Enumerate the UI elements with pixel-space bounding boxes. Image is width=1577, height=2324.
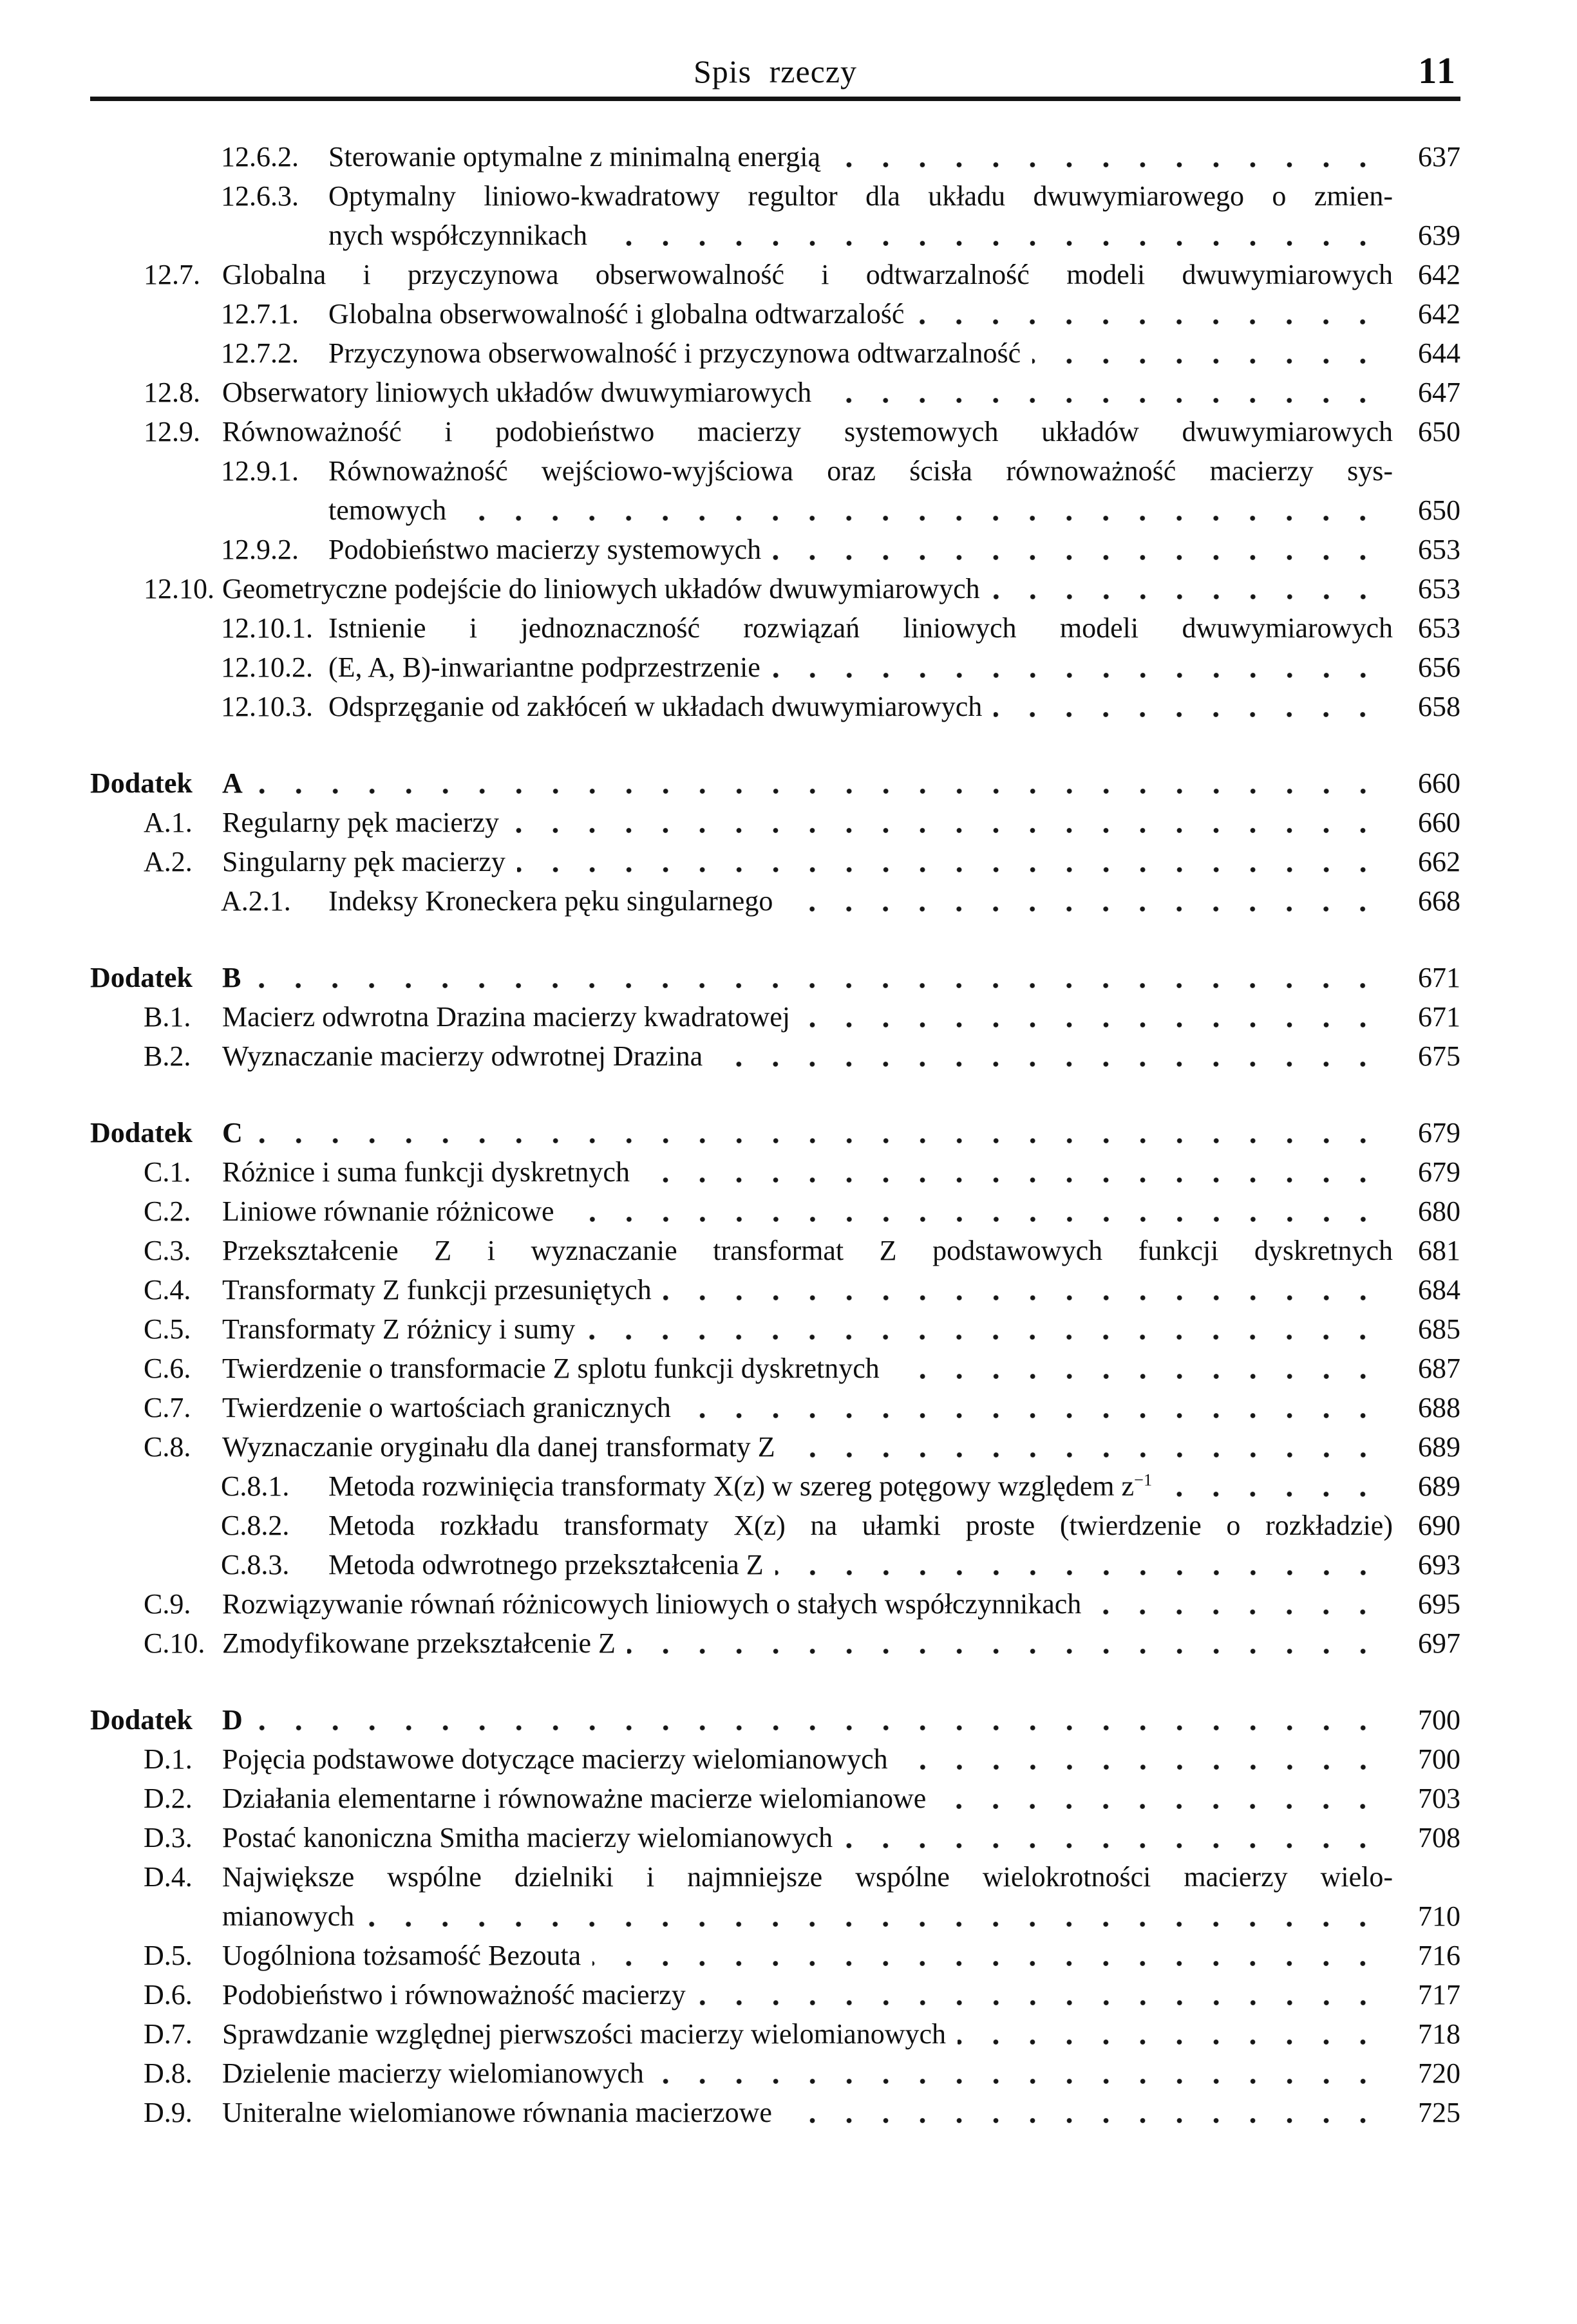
- entry-text: Pojęcia podstawowe dotyczące macierzy wielomianowych: [222, 1743, 888, 1775]
- entry-text: B: [222, 962, 241, 993]
- dot-leader: [592, 1936, 1385, 1975]
- toc-entry-row: [0, 1624, 1577, 1663]
- entry-number: D.4.: [144, 1861, 193, 1893]
- toc-entry-row: [0, 842, 1577, 881]
- entry-text: temowych: [328, 494, 447, 526]
- entry-text: Podobieństwo macierzy systemowych: [328, 534, 762, 565]
- toc-entry-row: [0, 1584, 1577, 1624]
- entry-number: 12.7.1.: [221, 298, 299, 330]
- entry-page-number: 650: [1418, 416, 1460, 447]
- entry-page-number: 679: [1418, 1156, 1460, 1188]
- toc-entry-row: [0, 569, 1577, 608]
- toc-entry-row: [0, 176, 1577, 216]
- entry-text: Postać kanoniczna Smitha macierzy wielomianowych: [222, 1822, 833, 1853]
- toc-entry-row: [0, 137, 1577, 176]
- entry-text: Zmodyfikowane przekształcenie Z: [222, 1627, 616, 1659]
- entry-page-number: 697: [1418, 1627, 1460, 1659]
- toc-entry-row: [0, 451, 1577, 491]
- entry-page-number: 688: [1418, 1392, 1460, 1423]
- entry-number: 12.8.: [144, 377, 200, 408]
- entry-text: Liniowe równanie różnicowe: [222, 1195, 554, 1227]
- entry-number: D.8.: [144, 2057, 193, 2089]
- entry-page-number: 710: [1418, 1900, 1460, 1932]
- dot-leader: [656, 2054, 1385, 2093]
- dot-leader: [566, 1192, 1385, 1231]
- entry-page-number: 675: [1418, 1040, 1460, 1072]
- entry-text: Transformaty Z różnicy i sumy: [222, 1313, 576, 1345]
- entry-text: Równoważność i podobieństwo macierzy systemowych układów dwuwymiarowych: [222, 416, 1393, 447]
- dot-leader: [1093, 1584, 1385, 1624]
- dot-leader: [938, 1779, 1385, 1818]
- entry-number: B.1.: [144, 1001, 191, 1033]
- toc-entry-row: [0, 1349, 1577, 1388]
- entry-text: mianowych: [222, 1900, 355, 1932]
- dot-leader: [517, 842, 1385, 881]
- toc-entry-row: [0, 1779, 1577, 1818]
- entry-page-number: 695: [1418, 1588, 1460, 1620]
- entry-text: Największe wspólne dzielniki i najmniejsze wspólne wielokrotności macierzy wielo-: [222, 1861, 1393, 1893]
- entry-text: Globalna obserwowalność i globalna odtwarzalość: [328, 298, 905, 330]
- entry-page-number: 680: [1418, 1195, 1460, 1227]
- entry-text: Istnienie i jednoznaczność rozwiązań liniowych modeli dwuwymiarowych: [328, 612, 1393, 644]
- entry-number: A.2.: [144, 846, 193, 877]
- entry-page-number: 718: [1418, 2018, 1460, 2050]
- dot-leader: [697, 1975, 1385, 2014]
- dot-leader: [772, 648, 1385, 687]
- toc-entry-row: [0, 1936, 1577, 1975]
- entry-text: Globalna i przyczynowa obserwowalność i odtwarzalność modeli dwuwymiarowych: [222, 259, 1393, 290]
- entry-page-number: 658: [1418, 691, 1460, 722]
- entry-page-number: 716: [1418, 1940, 1460, 1971]
- entry-text: A: [222, 767, 243, 799]
- entry-number: 12.10.3.: [221, 691, 313, 722]
- entry-text: Przyczynowa obserwowalność i przyczynowa odtwarzalność: [328, 337, 1021, 369]
- toc-entry-row: [0, 1192, 1577, 1231]
- entry-page-number: 671: [1418, 1001, 1460, 1033]
- entry-page-number: 653: [1418, 573, 1460, 604]
- dot-leader: [1164, 1467, 1385, 1506]
- entry-page-number: 693: [1418, 1549, 1460, 1580]
- header-rule: [90, 97, 1460, 101]
- toc-entry-row: [0, 881, 1577, 921]
- toc-entry-row: [0, 1113, 1577, 1152]
- entry-text: Wyznaczanie oryginału dla danej transformaty Z: [222, 1431, 775, 1463]
- dot-leader: [252, 958, 1385, 997]
- dot-leader: [844, 1818, 1385, 1857]
- entry-number: Dodatek: [90, 767, 193, 799]
- toc-entry-row: [0, 2014, 1577, 2054]
- entry-page-number: 689: [1418, 1431, 1460, 1463]
- entry-text: Twierdzenie o wartościach granicznych: [222, 1392, 671, 1423]
- entry-number: D.6.: [144, 1979, 193, 2010]
- toc-entry-row: [0, 1270, 1577, 1309]
- dot-leader: [784, 2093, 1385, 2132]
- entry-number: B.2.: [144, 1040, 191, 1072]
- entry-text: Uogólniona tożsamość Bezouta: [222, 1940, 581, 1971]
- entry-page-number: 662: [1418, 846, 1460, 877]
- entry-number: C.7.: [144, 1392, 191, 1423]
- dot-leader: [773, 530, 1385, 569]
- toc-entry-row: [0, 412, 1577, 451]
- toc-entry-row: [0, 1231, 1577, 1270]
- entry-page-number: 671: [1418, 962, 1460, 993]
- dot-leader: [683, 1388, 1385, 1427]
- dot-leader: [775, 1545, 1385, 1584]
- entry-text: Uniteralne wielomianowe równania macierzowe: [222, 2097, 772, 2128]
- entry-number: 12.10.1.: [221, 612, 313, 644]
- entry-number: 12.9.: [144, 416, 200, 447]
- entry-text: nych współczynnikach: [328, 220, 587, 251]
- entry-number: Dodatek: [90, 962, 193, 993]
- dot-leader: [823, 373, 1385, 412]
- entry-number: 12.7.: [144, 259, 200, 290]
- toc-entry-row: [0, 1545, 1577, 1584]
- entry-page-number: 725: [1418, 2097, 1460, 2128]
- entry-text: Indeksy Kroneckera pęku singularnego: [328, 885, 773, 917]
- entry-number: 12.6.3.: [221, 180, 299, 212]
- dot-leader: [832, 137, 1385, 176]
- toc-entry-row: [0, 333, 1577, 373]
- entry-page-number: 660: [1418, 767, 1460, 799]
- entry-number: C.8.1.: [221, 1470, 290, 1502]
- toc-entry-row: [0, 608, 1577, 648]
- entry-text: Sterowanie optymalne z minimalną energią: [328, 141, 821, 173]
- entry-number: C.2.: [144, 1195, 191, 1227]
- entry-page-number: 653: [1418, 534, 1460, 565]
- entry-number: D.1.: [144, 1743, 193, 1775]
- entry-text: Singularny pęk macierzy: [222, 846, 505, 877]
- entry-number: D.3.: [144, 1822, 193, 1853]
- entry-text: Twierdzenie o transformacie Z splotu funkcji dyskretnych: [222, 1353, 880, 1384]
- dot-leader: [254, 764, 1385, 803]
- entry-page-number: 708: [1418, 1822, 1460, 1853]
- entry-text: Regularny pęk macierzy: [222, 807, 500, 838]
- entry-text: Macierz odwrotna Drazina macierzy kwadratowej: [222, 1001, 790, 1033]
- entry-text: Działania elementarne i równoważne macierze wielomianowe: [222, 1783, 927, 1814]
- entry-number: 12.9.1.: [221, 455, 299, 487]
- entry-page-number: 700: [1418, 1743, 1460, 1775]
- dot-leader: [802, 997, 1385, 1036]
- entry-page-number: 668: [1418, 885, 1460, 917]
- entry-text: Dzielenie macierzy wielomianowych: [222, 2057, 644, 2089]
- toc-entry-row: [0, 255, 1577, 294]
- toc-entry-row: [0, 1467, 1577, 1506]
- entry-page-number: 653: [1418, 612, 1460, 644]
- dot-leader: [627, 1624, 1385, 1663]
- entry-text: Różnice i suma funkcji dyskretnych: [222, 1156, 630, 1188]
- entry-number: A.1.: [144, 807, 193, 838]
- entry-number: C.9.: [144, 1588, 191, 1620]
- entry-page-number: 656: [1418, 651, 1460, 683]
- entry-number: 12.10.: [144, 573, 214, 604]
- entry-page-number: 690: [1418, 1510, 1460, 1541]
- entry-page-number: 684: [1418, 1274, 1460, 1306]
- entry-text: (E, A, B)-inwariantne podprzestrzenie: [328, 651, 760, 683]
- entry-text: Optymalny liniowo-kwadratowy regultor dla układu dwuwymiarowego o zmien-: [328, 180, 1393, 212]
- entry-page-number: 703: [1418, 1783, 1460, 1814]
- entry-number: A.2.1.: [221, 885, 291, 917]
- entry-number: D.7.: [144, 2018, 193, 2050]
- entry-number: C.10.: [144, 1627, 205, 1659]
- dot-leader: [992, 569, 1385, 608]
- entry-page-number: 650: [1418, 494, 1460, 526]
- entry-number: C.8.: [144, 1431, 191, 1463]
- entry-number: C.3.: [144, 1235, 191, 1266]
- entry-number: C.1.: [144, 1156, 191, 1188]
- entry-text: Obserwatory liniowych układów dwuwymiarowych: [222, 377, 812, 408]
- toc-entry-row: [0, 687, 1577, 726]
- dot-leader: [900, 1739, 1385, 1779]
- entry-text: Geometryczne podejście do liniowych układów dwuwymiarowych: [222, 573, 980, 604]
- toc-entry-row: [0, 294, 1577, 333]
- entry-text: Odsprzęganie od zakłóceń w układach dwuwymiarowych: [328, 691, 983, 722]
- toc-entry-row: [0, 373, 1577, 412]
- toc-entry-row: [0, 1700, 1577, 1739]
- toc-entry-row: [0, 1506, 1577, 1545]
- page-title: Spis rzeczy: [693, 53, 858, 89]
- entry-page-number: 700: [1418, 1704, 1460, 1736]
- dot-leader: [599, 216, 1385, 255]
- entry-page-number: 685: [1418, 1313, 1460, 1345]
- toc-entry-row: [0, 491, 1577, 530]
- entry-number: 12.7.2.: [221, 337, 299, 369]
- entry-number: C.8.3.: [221, 1549, 290, 1580]
- dot-leader: [958, 2014, 1385, 2054]
- dot-leader: [994, 687, 1385, 726]
- entry-page-number: 689: [1418, 1470, 1460, 1502]
- entry-number: C.4.: [144, 1274, 191, 1306]
- entry-text: Wyznaczanie macierzy odwrotnej Drazina: [222, 1040, 703, 1072]
- entry-page-number: 660: [1418, 807, 1460, 838]
- dot-leader: [511, 803, 1385, 842]
- dot-leader: [254, 1700, 1385, 1739]
- entry-page-number: 647: [1418, 377, 1460, 408]
- toc-entry-row: [0, 1897, 1577, 1936]
- toc-entry-row: [0, 1975, 1577, 2014]
- toc-entry-row: [0, 1427, 1577, 1467]
- entry-text: Podobieństwo i równoważność macierzy: [222, 1979, 686, 2010]
- entry-text: Równoważność wejściowo-wyjściowa oraz ścisła równoważność macierzy sys-: [328, 455, 1393, 487]
- dot-leader: [1032, 333, 1385, 373]
- dot-leader: [254, 1113, 1385, 1152]
- entry-page-number: 642: [1418, 298, 1460, 330]
- entry-number: C.5.: [144, 1313, 191, 1345]
- toc-entry-row: [0, 1309, 1577, 1349]
- entry-number: D.9.: [144, 2097, 193, 2128]
- dot-leader: [787, 1427, 1385, 1467]
- toc-entry-row: [0, 997, 1577, 1036]
- toc-entry-row: [0, 1152, 1577, 1192]
- dot-leader: [641, 1152, 1385, 1192]
- dot-leader: [916, 294, 1385, 333]
- entry-number: C.6.: [144, 1353, 191, 1384]
- entry-number: 12.10.2.: [221, 651, 313, 683]
- dot-leader: [714, 1036, 1385, 1076]
- entry-page-number: 681: [1418, 1235, 1460, 1266]
- toc-entry-row: [0, 648, 1577, 687]
- entry-number: Dodatek: [90, 1704, 193, 1736]
- entry-page-number: 642: [1418, 259, 1460, 290]
- toc-list: [0, 137, 1577, 2132]
- dot-leader: [366, 1897, 1385, 1936]
- entry-number: Dodatek: [90, 1117, 193, 1148]
- dot-leader: [458, 491, 1385, 530]
- entry-text: Metoda odwrotnego przekształcenia Z: [328, 1549, 764, 1580]
- toc-entry-row: [0, 216, 1577, 255]
- toc-entry-row: [0, 1818, 1577, 1857]
- entry-number: C.8.2.: [221, 1510, 290, 1541]
- toc-entry-row: [0, 2093, 1577, 2132]
- toc-entry-row: [0, 1388, 1577, 1427]
- entry-text: Transformaty Z funkcji przesuniętych: [222, 1274, 652, 1306]
- entry-text: Rozwiązywanie równań różnicowych liniowych o stałych współczynnikach: [222, 1588, 1082, 1620]
- toc-entry-row: [0, 764, 1577, 803]
- dot-leader: [587, 1309, 1385, 1349]
- toc-entry-row: [0, 1857, 1577, 1897]
- toc-entry-row: [0, 1739, 1577, 1779]
- entry-page-number: 687: [1418, 1353, 1460, 1384]
- dot-leader: [663, 1270, 1385, 1309]
- toc-entry-row: [0, 958, 1577, 997]
- entry-page-number: 720: [1418, 2057, 1460, 2089]
- entry-text: Metoda rozkładu transformaty X(z) na ułamki proste (twierdzenie o rozkładzie): [328, 1510, 1393, 1541]
- dot-leader: [891, 1349, 1385, 1388]
- entry-text: D: [222, 1704, 243, 1736]
- entry-number: D.5.: [144, 1940, 193, 1971]
- toc-entry-row: [0, 803, 1577, 842]
- entry-number: 12.6.2.: [221, 141, 299, 173]
- entry-page-number: 637: [1418, 141, 1460, 173]
- superscript-exponent: −1: [1134, 1470, 1153, 1490]
- entry-text: Sprawdzanie względnej pierwszości macierzy wielomianowych: [222, 2018, 947, 2050]
- toc-entry-row: [0, 530, 1577, 569]
- entry-page-number: 639: [1418, 220, 1460, 251]
- entry-page-number: 679: [1418, 1117, 1460, 1148]
- page-number: 11: [1418, 50, 1457, 91]
- entry-text: Metoda rozwinięcia transformaty X(z) w szereg potęgowy względem $z^{-1}$: [328, 1470, 1153, 1502]
- entry-number: D.2.: [144, 1783, 193, 1814]
- entry-page-number: 644: [1418, 337, 1460, 369]
- entry-text: Przekształcenie Z i wyznaczanie transformat Z podstawowych funkcji dyskretnych: [222, 1235, 1393, 1266]
- entry-number: 12.9.2.: [221, 534, 299, 565]
- toc-entry-row: [0, 2054, 1577, 2093]
- entry-text: C: [222, 1117, 243, 1148]
- entry-page-number: 717: [1418, 1979, 1460, 2010]
- dot-leader: [784, 881, 1385, 921]
- toc-entry-row: [0, 1036, 1577, 1076]
